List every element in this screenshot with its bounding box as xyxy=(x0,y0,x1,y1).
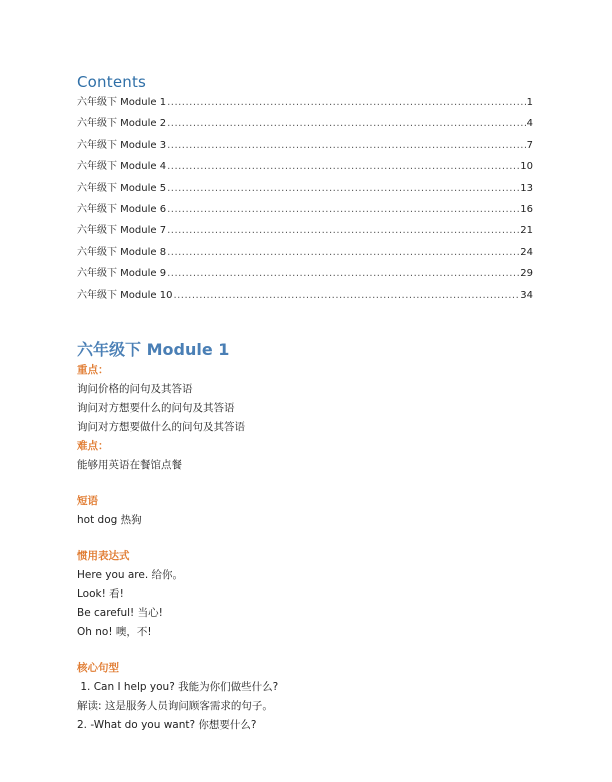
toc-entry[interactable] xyxy=(77,136,533,157)
toc-entry-label: 六年级下 Module 2 xyxy=(77,118,167,130)
expressions-label: 惯用表达式 xyxy=(77,550,130,562)
expression: Here you are. 给你。 xyxy=(77,569,184,581)
spacer xyxy=(77,642,537,659)
toc-leader-dots xyxy=(167,225,519,236)
toc-leader-dots xyxy=(167,204,519,215)
table-of-contents xyxy=(77,93,533,307)
toc-entry-page: 34 xyxy=(520,289,533,301)
toc-leader-dots xyxy=(173,290,519,301)
expression: Oh no! 噢，不! xyxy=(77,626,152,638)
difficult-point: 能够用英语在餐馆点餐 xyxy=(77,459,182,471)
expression: Look! 看! xyxy=(77,588,124,600)
core-sentence: 解读: 这是服务人员询问顾客需求的句子。 xyxy=(77,700,273,712)
toc-leader-dots xyxy=(167,183,519,194)
toc-entry-page: 24 xyxy=(520,246,533,258)
toc-entry-page: 1 xyxy=(526,97,533,108)
spacer xyxy=(77,475,537,492)
spacer xyxy=(77,530,537,547)
toc-entry-label: 六年级下 Module 5 xyxy=(77,182,167,194)
phrases-label: 短语 xyxy=(77,495,98,507)
toc-entry-page: 29 xyxy=(520,268,533,280)
toc-entry-label: 六年级下 Module 9 xyxy=(77,268,167,280)
toc-entry-page: 21 xyxy=(520,225,533,237)
core-sentence: 1. Can I help you? 我能为你们做些什么? xyxy=(77,681,279,693)
toc-entry-page: 4 xyxy=(526,118,533,130)
toc-leader-dots xyxy=(167,118,526,129)
toc-leader-dots xyxy=(167,161,519,172)
toc-entry[interactable] xyxy=(77,264,533,285)
module-title: 六年级下 Module 1 xyxy=(77,340,230,359)
toc-entry-label: 六年级下 Module 8 xyxy=(77,246,167,258)
toc-entry[interactable] xyxy=(77,221,533,242)
key-point: 询问价格的问句及其答语 xyxy=(77,383,193,395)
toc-entry-label: 六年级下 Module 4 xyxy=(77,161,167,173)
toc-entry[interactable] xyxy=(77,157,533,178)
difficult-points-label: 难点： xyxy=(77,440,109,452)
toc-entry[interactable] xyxy=(77,286,533,307)
toc-entry[interactable] xyxy=(77,93,533,114)
toc-entry[interactable] xyxy=(77,114,533,135)
toc-leader-dots xyxy=(167,247,519,258)
toc-entry[interactable] xyxy=(77,179,533,200)
toc-entry-label: 六年级下 Module 7 xyxy=(77,225,167,237)
toc-leader-dots xyxy=(167,97,526,108)
toc-entry-page: 10 xyxy=(520,161,533,173)
toc-entry[interactable] xyxy=(77,243,533,264)
core-sentence: 2. -What do you want? 你想要什么? xyxy=(77,719,257,731)
toc-entry-page: 7 xyxy=(526,139,533,151)
key-points-label: 重点： xyxy=(77,364,109,376)
toc-title: Contents xyxy=(77,73,147,91)
key-point: 询问对方想要做什么的问句及其答语 xyxy=(77,421,245,433)
toc-leader-dots xyxy=(167,140,526,151)
phrase: hot dog 热狗 xyxy=(77,514,142,526)
module-section xyxy=(77,338,537,735)
toc-entry-label: 六年级下 Module 10 xyxy=(77,289,173,301)
core-sentences-label: 核心句型 xyxy=(77,662,119,674)
expression: Be careful! 当心! xyxy=(77,607,163,619)
toc-entry-label: 六年级下 Module 1 xyxy=(77,97,167,108)
toc-entry-page: 16 xyxy=(520,203,533,215)
toc-entry-label: 六年级下 Module 3 xyxy=(77,139,167,151)
toc-entry-page: 13 xyxy=(520,182,533,194)
toc-entry[interactable] xyxy=(77,200,533,221)
key-point: 询问对方想要什么的问句及其答语 xyxy=(77,402,235,414)
toc-entry-label: 六年级下 Module 6 xyxy=(77,203,167,215)
toc-leader-dots xyxy=(167,268,519,279)
